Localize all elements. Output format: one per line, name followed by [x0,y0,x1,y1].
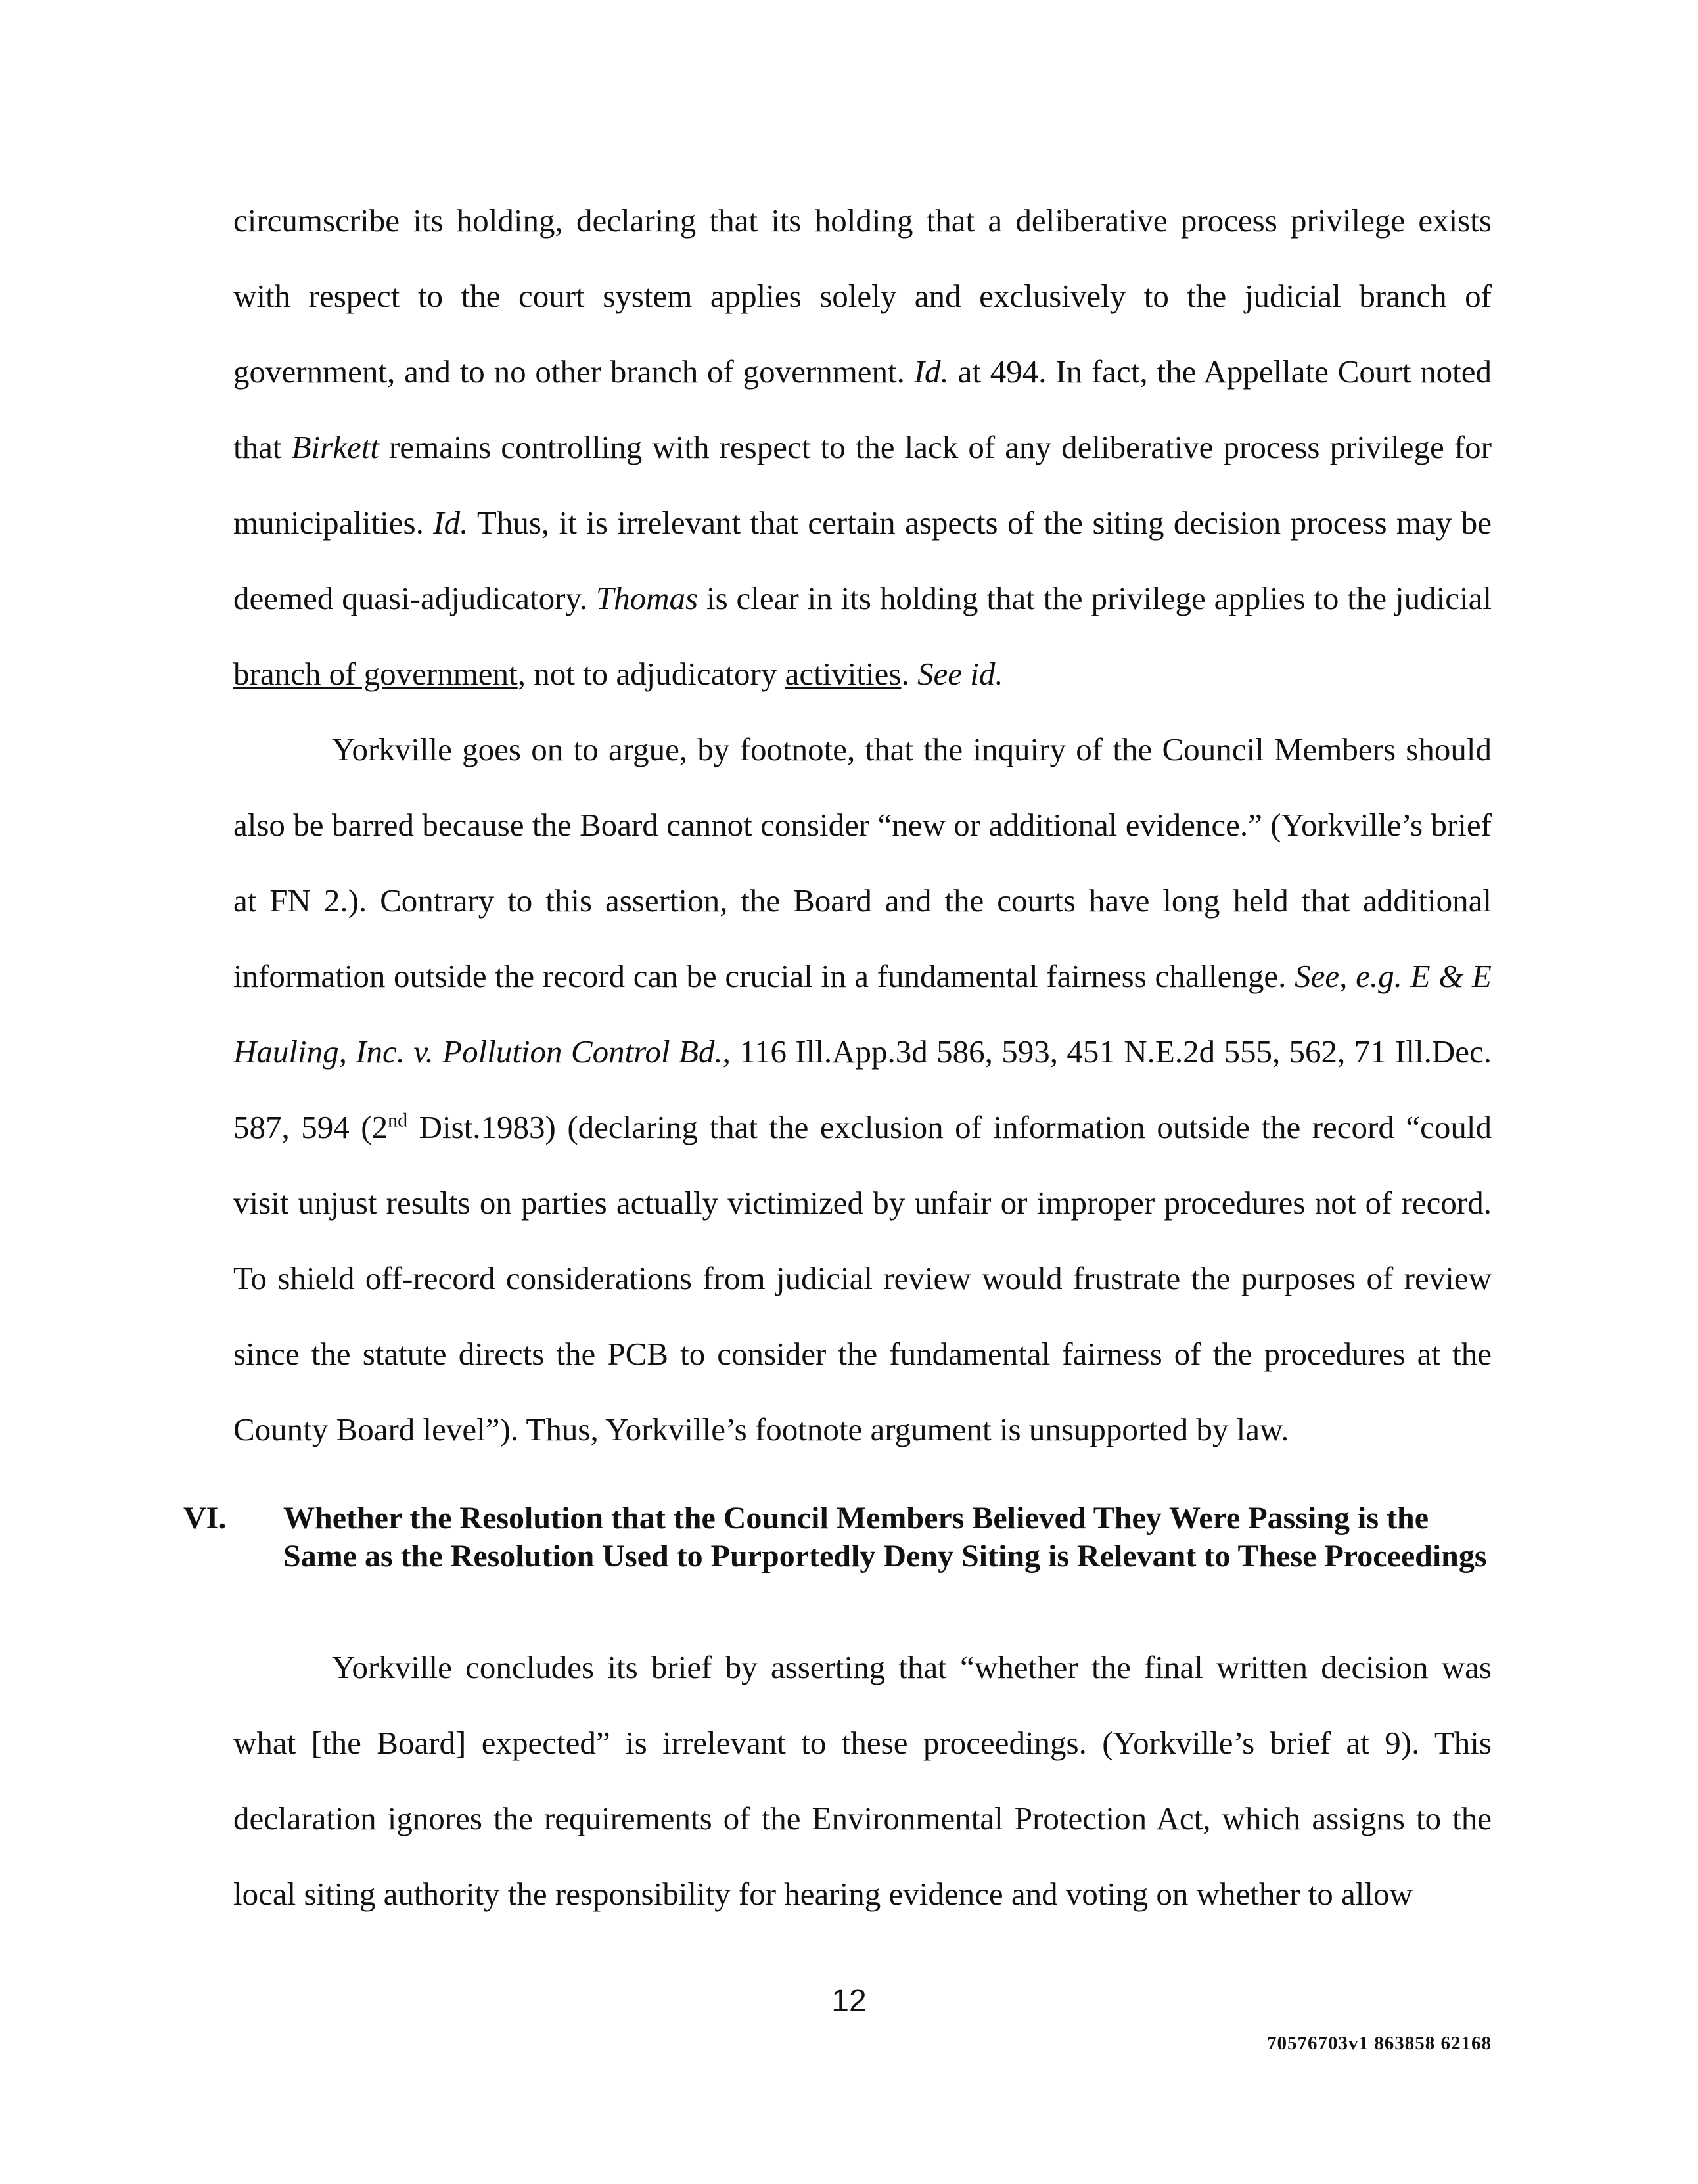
text-run: , 116 Ill.App.3d 586, 593, 451 N.E.2d 555, 562, 71 Ill.Dec. 587, 594 (2 [233,1034,1492,1145]
underlined-activities: activities [785,656,902,692]
text-run: Yorkville goes on to argue, by footnote, that the inquiry of the Council Members should also be barred because the Board cannot consider “new or additional evidence.” (Yorkville’s brief at FN 2.). Contrary to this assertion, the Board and the courts have long held that additional information outside the record can be crucial in a fundamental fairness challenge. [233,731,1492,994]
text-run: is clear in its holding that the privilege applies to the judicial [698,580,1492,616]
text-run: , not to adjudicatory [517,656,785,692]
paragraph-thomas-holding [233,183,1492,712]
ordinal-superscript: nd [388,1109,408,1131]
document-id: 70576703v1 863858 62168 [1267,2033,1492,2054]
section-heading-vi [183,1499,1492,1576]
case-name-e-and-e-hauling: See, e.g. E & E Hauling, Inc. v. Pollution Control Bd. [233,958,1492,1070]
text-run: remains controlling with respect to the lack of any deliberative process privilege for municipalities. [233,429,1492,541]
citation-see-id: See id. [917,656,1003,692]
page-number: 12 [831,1984,867,2018]
section-number: VI. [183,1501,227,1536]
body-text-section-vi [233,1629,1492,1932]
case-name-thomas: Thomas [595,580,699,616]
citation-id: Id. [433,505,469,541]
body-text-section-v [233,183,1492,1467]
underlined-branch-of-government: branch of government [233,656,518,692]
text-run: Dist.1983) (declaring that the exclusion of information outside the record “could visit unjust results on parties actually victimized by unfair or improper procedures not of record. To shield off-record considerations from judicial review would frustrate the purposes of review since the statute directs the PCB to consider the fundamental fairness of the procedures at the County Board level”). Thus, Yorkville’s footnote argument is unsupported by law. [233,1109,1492,1447]
text-run: . [901,656,917,692]
text-run: at 494. In fact, the Appellate Court noted that [233,353,1492,465]
paragraph-yorkville-conclusion: Yorkville concludes its brief by asserting that “whether the final written decision was what [the Board] expected” is irrelevant to these proceedings. (Yorkville’s brief at 9). This declaration ignores the requirements of the Environmental Protection Act, which assigns to the local siting authority the responsibility for hearing evidence and voting on whether to allow [233,1649,1492,1912]
text-run: circumscribe its holding, declaring that its holding that a deliberative process privilege exists with respect to the court system applies solely and exclusively to the judicial branch of government, and to no other branch of government. [233,202,1492,390]
text-run: Thus, it is irrelevant that certain aspects of the siting decision process may be deemed quasi-adjudicatory. [233,505,1492,616]
paragraph-footnote-argument [233,712,1492,1467]
section-heading-text: Whether the Resolution that the Council Members Believed They Were Passing is the Same as the Resolution Used to Purportedly Deny Siting is Relevant to These Proceedings [283,1501,1487,1574]
citation-id: Id. [913,353,949,390]
case-name-birkett: Birkett [291,429,379,465]
